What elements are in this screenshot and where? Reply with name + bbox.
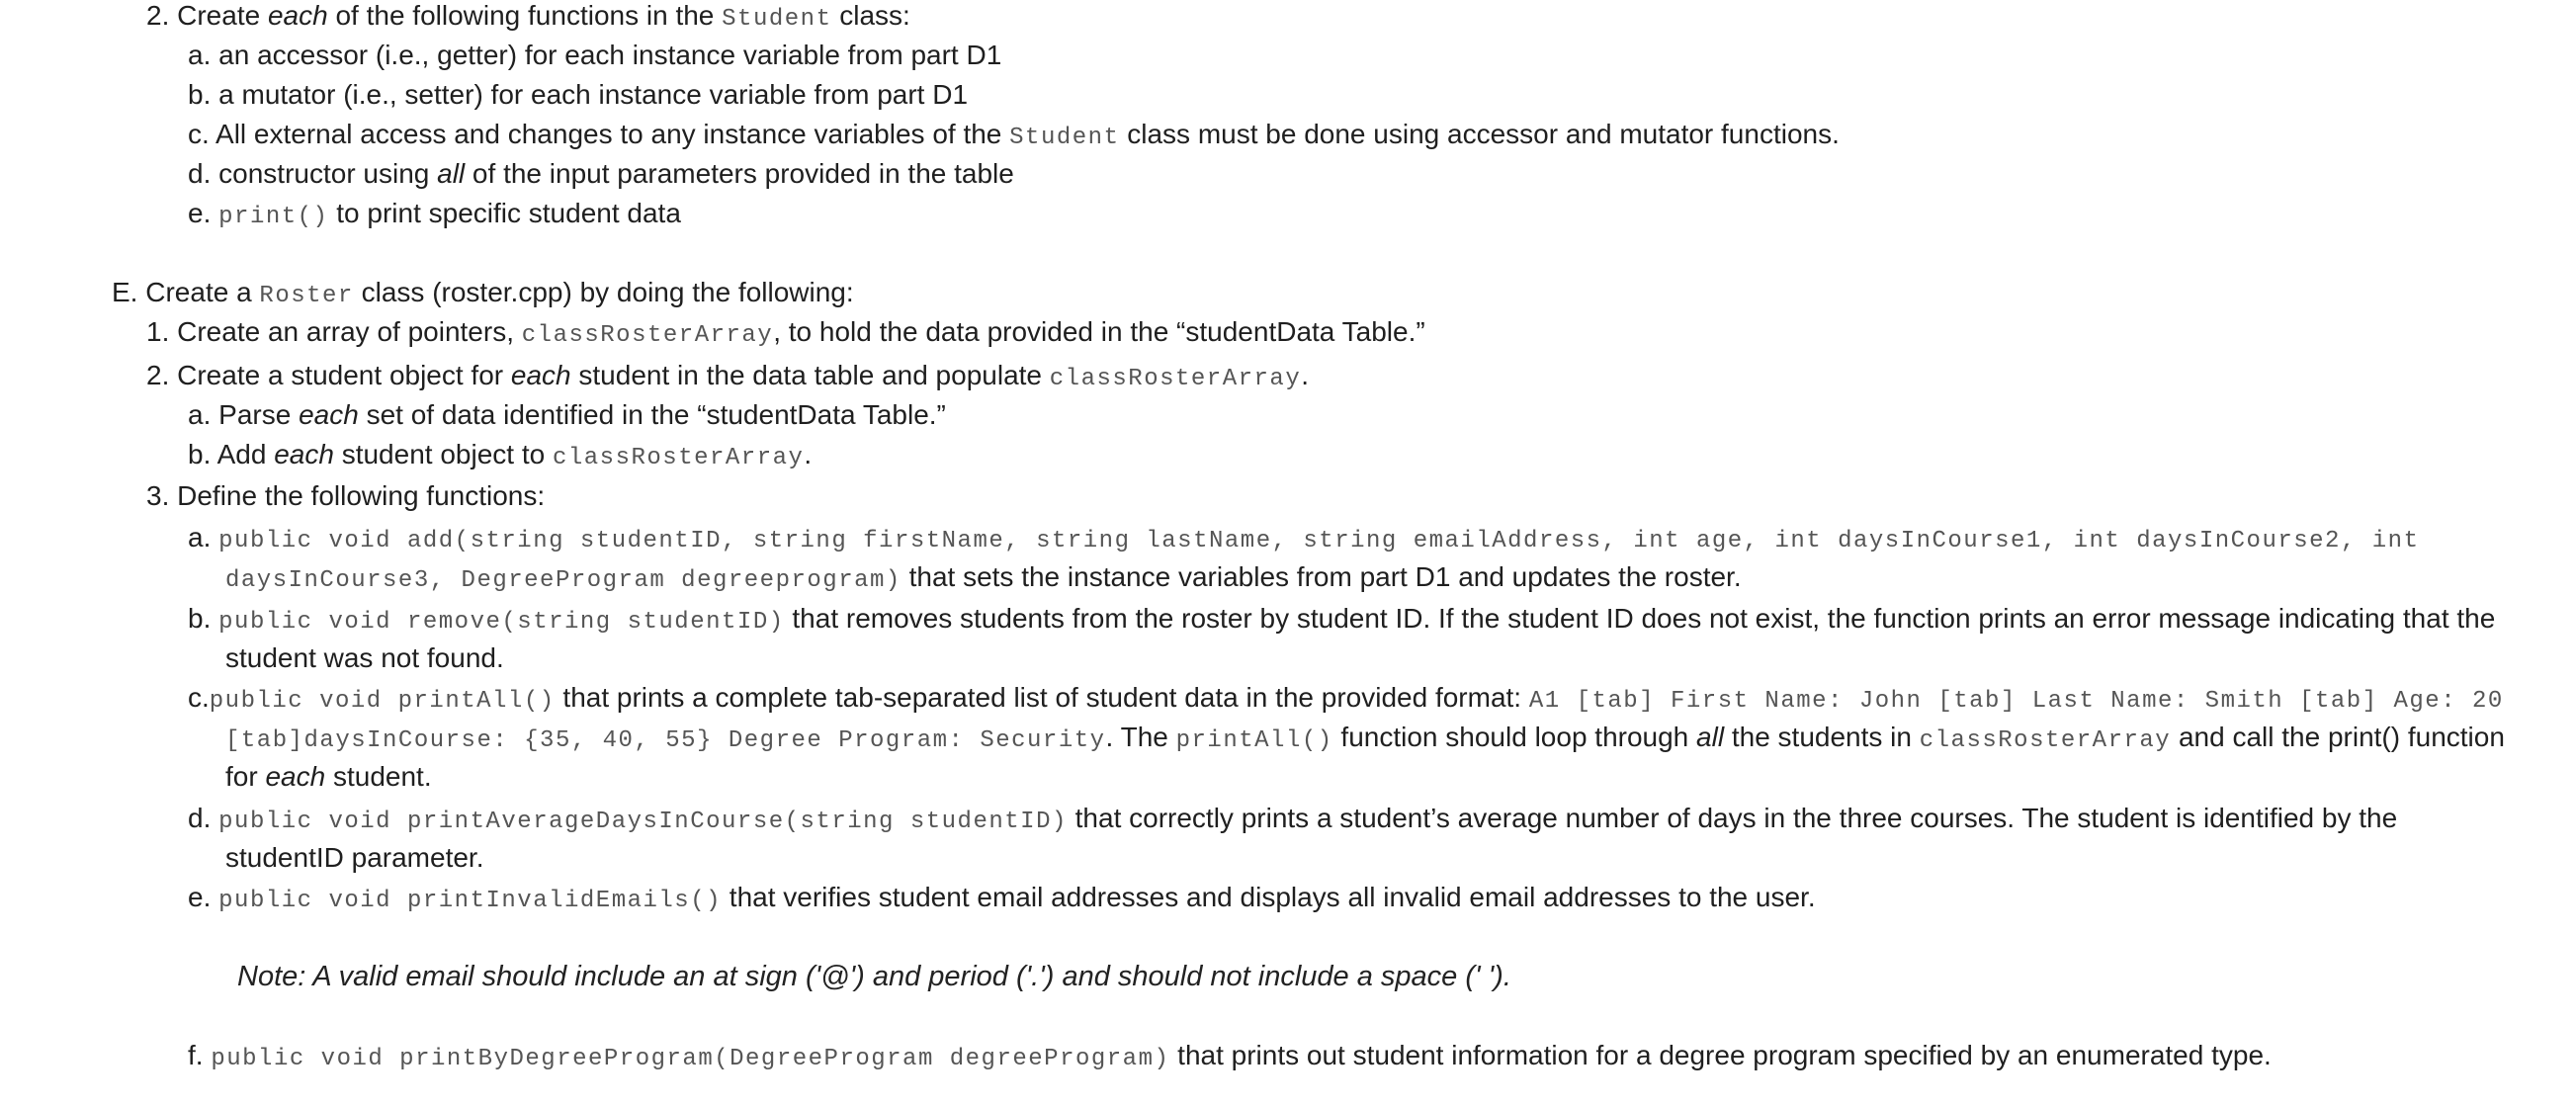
text: an accessor (i.e., getter) for each instance variable from part D1 xyxy=(218,40,1002,70)
text: set of data identified in the “studentData Table.” xyxy=(358,399,946,430)
function-item-add-cont xyxy=(225,557,1742,601)
text: Create xyxy=(177,0,268,31)
text: class: xyxy=(831,0,910,31)
function-item-printaverage xyxy=(188,799,2397,842)
text: Parse xyxy=(218,399,300,430)
emphasis: each xyxy=(267,0,328,31)
list-marker: 1. xyxy=(146,316,170,347)
function-item-add xyxy=(188,518,2419,561)
list-marker: b. xyxy=(188,79,212,110)
text: Add xyxy=(216,439,275,469)
function-item-printall-cont1 xyxy=(225,718,2505,761)
text: . xyxy=(1301,360,1309,390)
text: Create an array of pointers, xyxy=(177,316,522,347)
code-span: public void remove(string studentID) xyxy=(218,609,785,636)
text: that prints a complete tab-separated list of student data in the provided format: xyxy=(555,682,1529,713)
function-item-printall xyxy=(188,678,2504,722)
list-item-e2b xyxy=(188,435,812,478)
list-marker: d. xyxy=(188,158,212,189)
list-marker: 2. xyxy=(146,360,170,390)
emphasis: each xyxy=(265,761,326,792)
emphasis: each xyxy=(510,360,571,390)
text: Create a student object for xyxy=(177,360,511,390)
text: Create a xyxy=(145,277,260,307)
list-marker: 2. xyxy=(146,0,170,31)
code-span: public void printAverageDaysInCourse(string studentID) xyxy=(218,809,1068,835)
list-marker: E. xyxy=(112,277,138,307)
list-marker: c. xyxy=(188,682,210,713)
text: . xyxy=(804,439,813,469)
function-item-printaverage-cont xyxy=(225,838,483,878)
list-marker: a. xyxy=(188,399,212,430)
function-item-printbydegreeprogram xyxy=(188,1036,2272,1079)
email-validation-note: Note: A valid email should include an at sign ('@') and period ('.') and should not include a space (' '). xyxy=(237,961,1511,992)
text: . The xyxy=(1105,722,1176,752)
text: student in the data table and populate xyxy=(570,360,1050,390)
text: Define the following functions: xyxy=(177,480,546,511)
list-item-d2e xyxy=(188,194,681,237)
list-marker: c. xyxy=(188,119,210,149)
text: , to hold the data provided in the “studentData Table.” xyxy=(773,316,1425,347)
list-marker: e. xyxy=(188,198,212,228)
code-span: Roster xyxy=(259,283,354,309)
list-marker: a. xyxy=(188,522,212,553)
list-marker: f. xyxy=(188,1040,204,1070)
code-span: Student xyxy=(722,6,832,33)
function-item-printall-cont2 xyxy=(225,757,432,797)
text: student. xyxy=(325,761,432,792)
text: class (roster.cpp) by doing the following: xyxy=(353,277,854,307)
text: for xyxy=(225,761,266,792)
text: that correctly prints a student’s average number of days in the three courses. The student is identified by the xyxy=(1067,803,2398,833)
list-item-d2b xyxy=(188,75,968,115)
text: All external access and changes to any instance variables of the xyxy=(215,119,1010,149)
text: student was not found. xyxy=(225,642,504,673)
emphasis: each xyxy=(299,399,359,430)
code-span: classRosterArray xyxy=(521,322,774,349)
code-span: public void printAll() xyxy=(209,688,556,715)
list-marker: a. xyxy=(188,40,212,70)
code-span: daysInCourse3, DegreeProgram degreeprogram) xyxy=(225,567,902,594)
function-item-printinvalidemails xyxy=(188,878,1816,921)
function-item-remove-cont xyxy=(225,639,504,678)
text: and call the print() function xyxy=(2171,722,2505,752)
list-item-e1 xyxy=(146,312,1425,356)
text: that verifies student email addresses and displays all invalid email addresses to the user. xyxy=(722,882,1816,912)
list-item-d2c xyxy=(188,115,1840,158)
code-span: classRosterArray xyxy=(1049,366,1302,392)
text: of the input parameters provided in the table xyxy=(465,158,1014,189)
text: that prints out student information for a degree program specified by an enumerated type. xyxy=(1169,1040,2272,1070)
code-span: print() xyxy=(218,204,329,230)
emphasis: all xyxy=(1696,722,1725,752)
emphasis: each xyxy=(274,439,334,469)
list-marker: d. xyxy=(188,803,212,833)
text: the students in xyxy=(1724,722,1920,752)
text: constructor using xyxy=(218,158,438,189)
code-span: printAll() xyxy=(1175,727,1333,754)
emphasis: all xyxy=(437,158,466,189)
function-item-remove xyxy=(188,599,2495,642)
list-item-e3 xyxy=(146,476,545,516)
code-span: Student xyxy=(1009,125,1120,151)
code-span: [tab]daysInCourse: {35, 40, 55} Degree Program: Security xyxy=(225,727,1106,754)
list-item-e2 xyxy=(146,356,1309,399)
list-marker: b. xyxy=(188,603,212,634)
text: that sets the instance variables from part D1 and updates the roster. xyxy=(901,561,1742,592)
section-e-header xyxy=(112,273,854,316)
text: of the following functions in the xyxy=(327,0,723,31)
list-item-d2 xyxy=(146,0,910,40)
code-span: classRosterArray xyxy=(552,445,805,471)
text: class must be done using accessor and mutator functions. xyxy=(1119,119,1840,149)
list-item-d2d xyxy=(188,154,1014,194)
text: that removes students from the roster by student ID. If the student ID does not exist, the function prints an error message indicating that the xyxy=(784,603,2496,634)
code-span: public void printInvalidEmails() xyxy=(218,888,723,914)
text: function should loop through xyxy=(1332,722,1697,752)
list-marker: b. xyxy=(188,439,212,469)
code-span: public void add(string studentID, string firstName, string lastName, string emailAddress, int age, int daysInCourse1, int daysInCourse2, int xyxy=(218,528,2420,554)
text: to print specific student data xyxy=(328,198,681,228)
code-span: A1 [tab] First Name: John [tab] Last Name: Smith [tab] Age: 20 xyxy=(1528,688,2504,715)
list-item-d2a xyxy=(188,36,1001,75)
text: student object to xyxy=(333,439,553,469)
text: studentID parameter. xyxy=(225,842,484,873)
text: a mutator (i.e., setter) for each instance variable from part D1 xyxy=(218,79,969,110)
list-item-e2a xyxy=(188,395,946,435)
code-span: classRosterArray xyxy=(1919,727,2172,754)
list-marker: 3. xyxy=(146,480,170,511)
list-marker: e. xyxy=(188,882,212,912)
code-span: public void printByDegreeProgram(DegreeProgram degreeProgram) xyxy=(211,1046,1170,1072)
